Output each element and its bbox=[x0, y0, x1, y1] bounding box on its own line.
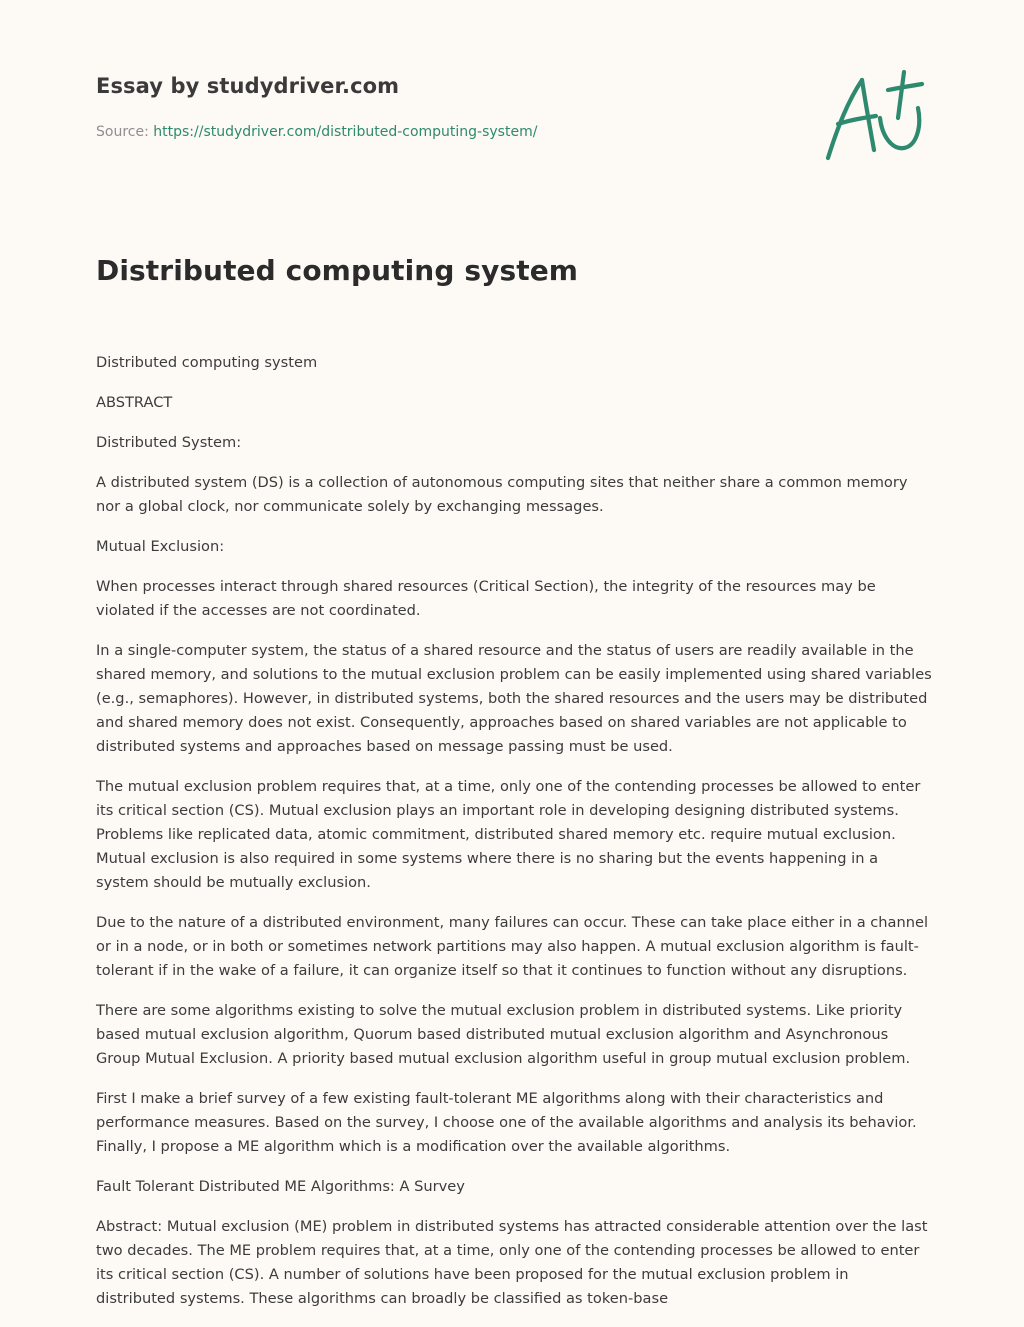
paragraph: Distributed computing system bbox=[96, 354, 318, 371]
paragraph: Mutual Exclusion: bbox=[96, 538, 225, 555]
paragraph: A distributed system (DS) is a collection of autonomous computing sites that neither share a common memory nor a global clock, nor communicate solely by exchanging messages. bbox=[96, 474, 908, 515]
paragraph: Distributed System: bbox=[96, 434, 242, 451]
paragraph: Due to the nature of a distributed environment, many failures can occur. These can take place either in a channel or in a node, or in both or sometimes network partitions may also happen. A mutual exclusion algorithm is fault-tolerant if in the wake of a failure, it can organize itself so that it continues to function without any disruptions. bbox=[96, 914, 929, 979]
paragraph: Abstract: Mutual exclusion (ME) problem in distributed systems has attracted considerable attention over the last two decades. The ME problem requires that, at a time, only one of the contending processes be allowed to enter its critical section (CS). A number of solutions have been proposed for the mutual exclusion problem in distributed systems. These algorithms can broadly be classified as token-base bbox=[96, 1218, 928, 1307]
paragraph: Fault Tolerant Distributed ME Algorithms: A Survey bbox=[96, 1178, 465, 1195]
paragraph: The mutual exclusion problem requires that, at a time, only one of the contending processes be allowed to enter its critical section (CS). Mutual exclusion plays an important role in developing designing distributed systems. Problems like replicated data, atomic commitment, distributed shared memory etc. require mutual exclusion. Mutual exclusion is also required in some systems where there is no sharing but the events happening in a system should be mutually exclusion. bbox=[96, 778, 921, 891]
a-plus-logo-icon bbox=[818, 66, 930, 166]
paragraph: There are some algorithms existing to solve the mutual exclusion problem in distributed systems. Like priority based mutual exclusion algorithm, Quorum based distributed mutual exclusion algorithm and Asynchronous Group Mutual Exclusion. A priority based mutual exclusion algorithm useful in group mutual exclusion problem. bbox=[96, 1002, 911, 1067]
paragraph: In a single-computer system, the status of a shared resource and the status of users are readily available in the shared memory, and solutions to the mutual exclusion problem can be easily implemented using shared variables (e.g., semaphores). However, in distributed systems, both the shared resources and the users may be distributed and shared memory does not exist. Consequently, approaches based on shared variables are not applicable to distributed systems and approaches based on message passing must be used. bbox=[96, 642, 932, 755]
paragraph: First I make a brief survey of a few existing fault-tolerant ME algorithms along with their characteristics and performance measures. Based on the survey, I choose one of the available algorithms and analysis its behavior. Finally, I propose a ME algorithm which is a modification over the available algorithms. bbox=[96, 1090, 917, 1155]
paragraph: ABSTRACT bbox=[96, 394, 173, 411]
site-title: Essay by studydriver.com bbox=[96, 74, 400, 98]
paragraph: When processes interact through shared resources (Critical Section), the integrity of the resources may be violated if the accesses are not coordinated. bbox=[96, 578, 876, 619]
source-link[interactable]: https://studydriver.com/distributed-computing-system/ bbox=[153, 124, 538, 140]
essay-title: Distributed computing system bbox=[96, 254, 579, 287]
essay-body bbox=[96, 351, 932, 1327]
source-line bbox=[96, 124, 537, 140]
source-label: Source: bbox=[96, 124, 154, 140]
